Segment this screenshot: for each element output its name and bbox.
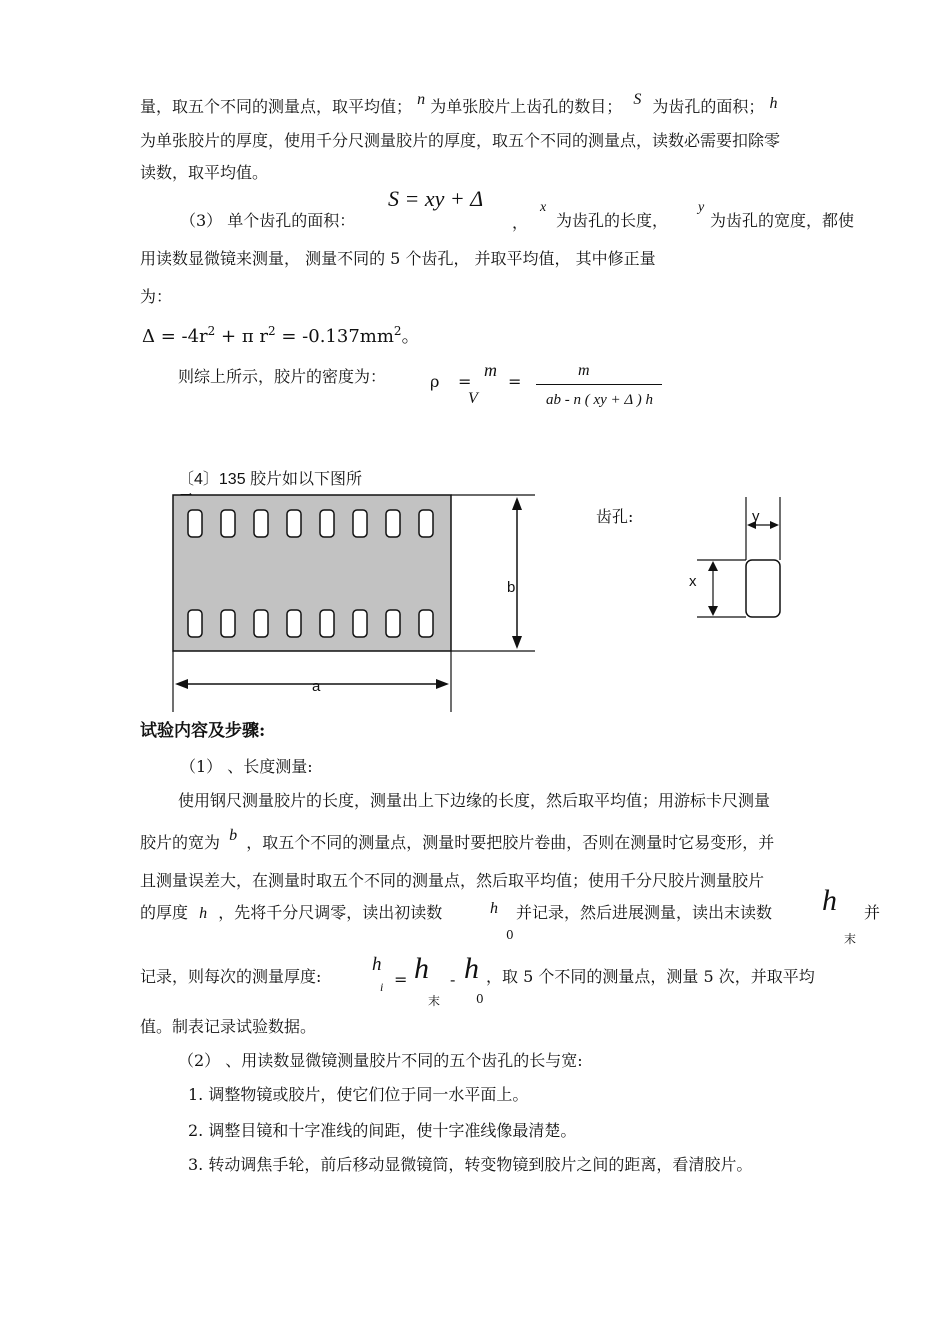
step1-line3: 且测量误差大，在测量时取五个不同的测量点，然后取平均值；使用千分尺胶片测量胶片 bbox=[140, 871, 765, 890]
step2-item-2: 2. 调整目镜和十字准线的间距，使十字准线像最清楚。 bbox=[188, 1121, 577, 1140]
hole bbox=[353, 610, 367, 637]
hole bbox=[320, 610, 334, 637]
hole bbox=[221, 610, 235, 637]
delta-part: = -0.137mm bbox=[275, 326, 394, 347]
hole bbox=[353, 510, 367, 537]
text: 胶片的宽为 bbox=[140, 833, 221, 852]
text: 为单张胶片上齿孔的数目； bbox=[430, 97, 623, 116]
comma: ， bbox=[512, 213, 529, 232]
para3-label: （3） 单个齿孔的面积： bbox=[180, 211, 356, 230]
x-description: 为齿孔的长度， bbox=[556, 211, 669, 230]
step1-line5b: ，取 5 个不同的测量点，测量 5 次，并取平均 bbox=[486, 967, 815, 986]
eq-sign: = bbox=[458, 372, 472, 391]
y-description: 为齿孔的宽度，都使 bbox=[710, 211, 855, 230]
step1-line1: 使用钢尺测量胶片的长度，测量出上下边缘的长度，然后取平均值；用游标卡尺测量 bbox=[178, 791, 771, 810]
text: ，取五个不同的测量点，测量时要把胶片卷曲，否则在测量时它易变形，并 bbox=[246, 833, 775, 852]
density-label: 则综上所示，胶片的密度为： bbox=[178, 367, 387, 386]
hole bbox=[320, 510, 334, 537]
step2-item-1: 1. 调整物镜或胶片，使它们位于同一水平面上。 bbox=[188, 1085, 529, 1104]
var-n: n bbox=[417, 91, 426, 108]
film-strip bbox=[173, 495, 451, 651]
step1-line5: 记录，则每次的测量厚度: bbox=[140, 967, 322, 986]
hole bbox=[287, 610, 301, 637]
h0-subscript: 0 bbox=[506, 928, 514, 942]
m-numerator: m bbox=[484, 360, 497, 380]
hole bbox=[386, 610, 400, 637]
step1-title: （1） 、长度测量: bbox=[180, 757, 313, 776]
area-formula: S = xy + Δ bbox=[388, 186, 484, 211]
V-denominator: V bbox=[468, 390, 478, 407]
para1-line2: 为单张胶片的厚度，使用千分尺测量胶片的厚度，取五个不同的测量点，读数必需要扣除零 bbox=[140, 131, 781, 150]
hole bbox=[188, 610, 202, 637]
var-h: h bbox=[199, 905, 208, 922]
step1-line4c: 并 bbox=[864, 903, 881, 922]
var-h0-2: h bbox=[464, 952, 479, 985]
minus-sign: - bbox=[450, 970, 456, 989]
var-h0: h bbox=[490, 900, 498, 917]
h-end-subscript: 末 bbox=[844, 932, 857, 946]
sup: 2 bbox=[393, 324, 402, 338]
y-label: y bbox=[752, 508, 760, 525]
var-x: x bbox=[540, 200, 547, 215]
step1-line4b: 并记录，然后进展测量，读出末读数 bbox=[516, 903, 773, 922]
section-heading: 试验内容及步骤: bbox=[140, 721, 266, 741]
delta-part: + π r bbox=[215, 326, 268, 347]
var-b: b bbox=[229, 827, 238, 844]
hi-subscript: i bbox=[380, 980, 384, 994]
period: 。 bbox=[401, 326, 420, 347]
hole bbox=[386, 510, 400, 537]
para3-line3: 为： bbox=[140, 287, 173, 306]
single-hole bbox=[746, 560, 780, 617]
step1-line6: 值。制表记录试验数据。 bbox=[140, 1017, 317, 1036]
hole bbox=[419, 610, 433, 637]
eq-sign-2: = bbox=[508, 372, 522, 391]
sup: 2 bbox=[207, 324, 216, 338]
var-hi: h bbox=[372, 954, 382, 975]
hole bbox=[419, 510, 433, 537]
hole bbox=[188, 510, 202, 537]
step2-item-3: 3. 转动调焦手轮，前后移动显微镜筒，转变物镜到胶片之间的距离，看清胶片。 bbox=[188, 1155, 753, 1174]
var-h-end-2: h bbox=[414, 952, 429, 985]
sup: 2 bbox=[268, 324, 276, 338]
step1-line4a bbox=[140, 898, 442, 929]
delta-part: Δ = -4r bbox=[142, 326, 208, 347]
hole bbox=[254, 510, 268, 537]
hole bbox=[254, 610, 268, 637]
para3-line2: 用读数显微镜来测量， 测量不同的 5 个齿孔， 并取平均值， 其中修正量 bbox=[140, 249, 656, 268]
eq-sign-3: = bbox=[394, 970, 408, 989]
para1-line3: 读数，取平均值。 bbox=[140, 163, 269, 182]
text: 为齿孔的面积； bbox=[652, 97, 765, 116]
hole bbox=[287, 510, 301, 537]
h-end-subscript-2: 末 bbox=[428, 994, 441, 1008]
var-h: h bbox=[769, 95, 778, 112]
var-h-end: h bbox=[822, 884, 837, 917]
x-label: x bbox=[689, 573, 697, 590]
text: ，先将千分尺调零，读出初读数 bbox=[218, 903, 443, 922]
density-denominator: ab - n ( xy + Δ ) h bbox=[546, 392, 653, 408]
hole-label: 齿孔: bbox=[596, 507, 634, 526]
figure-caption: 〔4〕135 胶片如以下图所 bbox=[178, 471, 363, 488]
m-numerator-2: m bbox=[578, 362, 590, 379]
text: 的厚度 bbox=[140, 903, 189, 922]
hole bbox=[221, 510, 235, 537]
text: 量，取五个不同的测量点，取平均值； bbox=[140, 97, 413, 116]
h0-subscript-2: 0 bbox=[476, 992, 484, 1006]
rho: ρ bbox=[430, 372, 440, 391]
b-label: b bbox=[507, 579, 516, 596]
step1-line2 bbox=[140, 828, 774, 859]
var-S: S bbox=[633, 91, 642, 108]
a-label: a bbox=[312, 678, 321, 695]
var-y: y bbox=[698, 200, 705, 215]
step2-title: （2） 、用读数显微镜测量胶片不同的五个齿孔的长与宽: bbox=[178, 1051, 583, 1070]
